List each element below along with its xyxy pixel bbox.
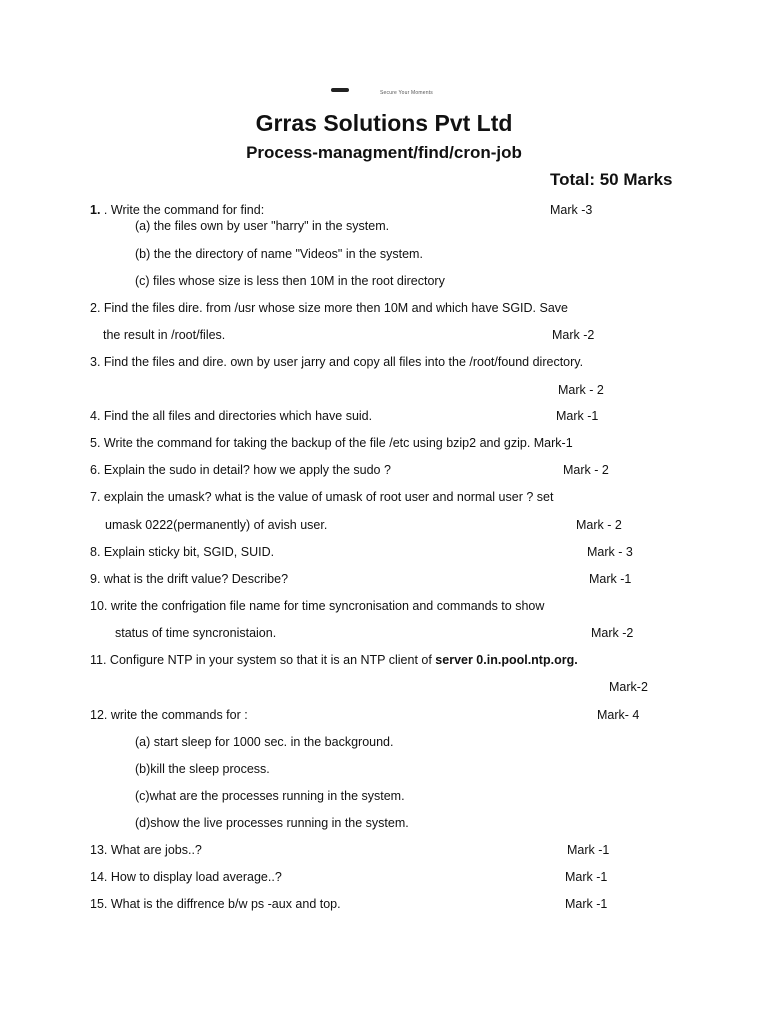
q11-text: 11. Configure NTP in your system so that it is an NTP client of [90,653,436,667]
q7-continuation: umask 0222(permanently) of avish user. [105,518,328,532]
q11-line [90,652,578,668]
document-title: Grras Solutions Pvt Ltd [255,110,513,136]
q1-mark: Mark -3 [550,203,593,217]
q14-mark: Mark -1 [565,870,608,884]
q1-number: 1. [90,203,101,217]
logo-mark [331,88,349,92]
q2-mark: Mark -2 [552,328,595,342]
q7-mark: Mark - 2 [576,518,622,532]
q1-part-b: (b) the the directory of name "Videos" in the system. [135,247,423,261]
q12-mark: Mark- 4 [597,708,640,722]
q4-text: 4. Find the all files and directories which have suid. [90,409,373,423]
q5-text: 5. Write the command for taking the backup of the file /etc using bzip2 and gzip. Mark-1 [90,436,573,450]
q4-mark: Mark -1 [556,409,599,423]
q10-mark: Mark -2 [591,626,634,640]
q1-part-a: (a) the files own by user "harry" in the system. [135,219,390,233]
q11-server: server 0.in.pool.ntp.org. [435,653,578,667]
q13-mark: Mark -1 [567,843,610,857]
q15-text: 15. What is the diffrence b/w ps -aux and top. [90,897,341,911]
q12-part-a: (a) start sleep for 1000 sec. in the background. [135,735,394,749]
q6-text: 6. Explain the sudo in detail? how we apply the sudo ? [90,463,391,477]
q8-mark: Mark - 3 [587,545,633,559]
q3-text: 3. Find the files and dire. own by user jarry and copy all files into the /root/found directory. [90,355,584,369]
q7-text: 7. explain the umask? what is the value of umask of root user and normal user ? set [90,490,554,504]
q14-text: 14. How to display load average..? [90,870,282,884]
q9-text: 9. what is the drift value? Describe? [90,572,289,586]
q3-mark: Mark - 2 [558,383,604,397]
q6-mark: Mark - 2 [563,463,609,477]
q13-text: 13. What are jobs..? [90,843,202,857]
document-subtitle: Process-managment/find/cron-job [246,143,522,162]
q10-text: 10. write the confrigation file name for time syncronisation and commands to show [90,599,545,613]
q15-mark: Mark -1 [565,897,608,911]
q1-line [90,202,264,218]
total-marks: Total: 50 Marks [550,170,673,189]
q1-part-c: (c) files whose size is less then 10M in the root directory [135,274,445,288]
q9-mark: Mark -1 [589,572,632,586]
q12-text: 12. write the commands for : [90,708,248,722]
q2-text: 2. Find the files dire. from /usr whose size more then 10M and which have SGID. Save [90,301,568,315]
q11-mark: Mark-2 [609,680,648,694]
q12-part-b: (b)kill the sleep process. [135,762,270,776]
q1-text: . Write the command for find: [103,203,265,217]
q10-continuation: status of time syncronistaion. [115,626,277,640]
q8-text: 8. Explain sticky bit, SGID, SUID. [90,545,275,559]
q12-part-c: (c)what are the processes running in the system. [135,789,405,803]
q2-continuation: the result in /root/files. [103,328,226,342]
logo-tagline: Secure Your Moments [380,90,433,96]
q12-part-d: (d)show the live processes running in the system. [135,816,409,830]
